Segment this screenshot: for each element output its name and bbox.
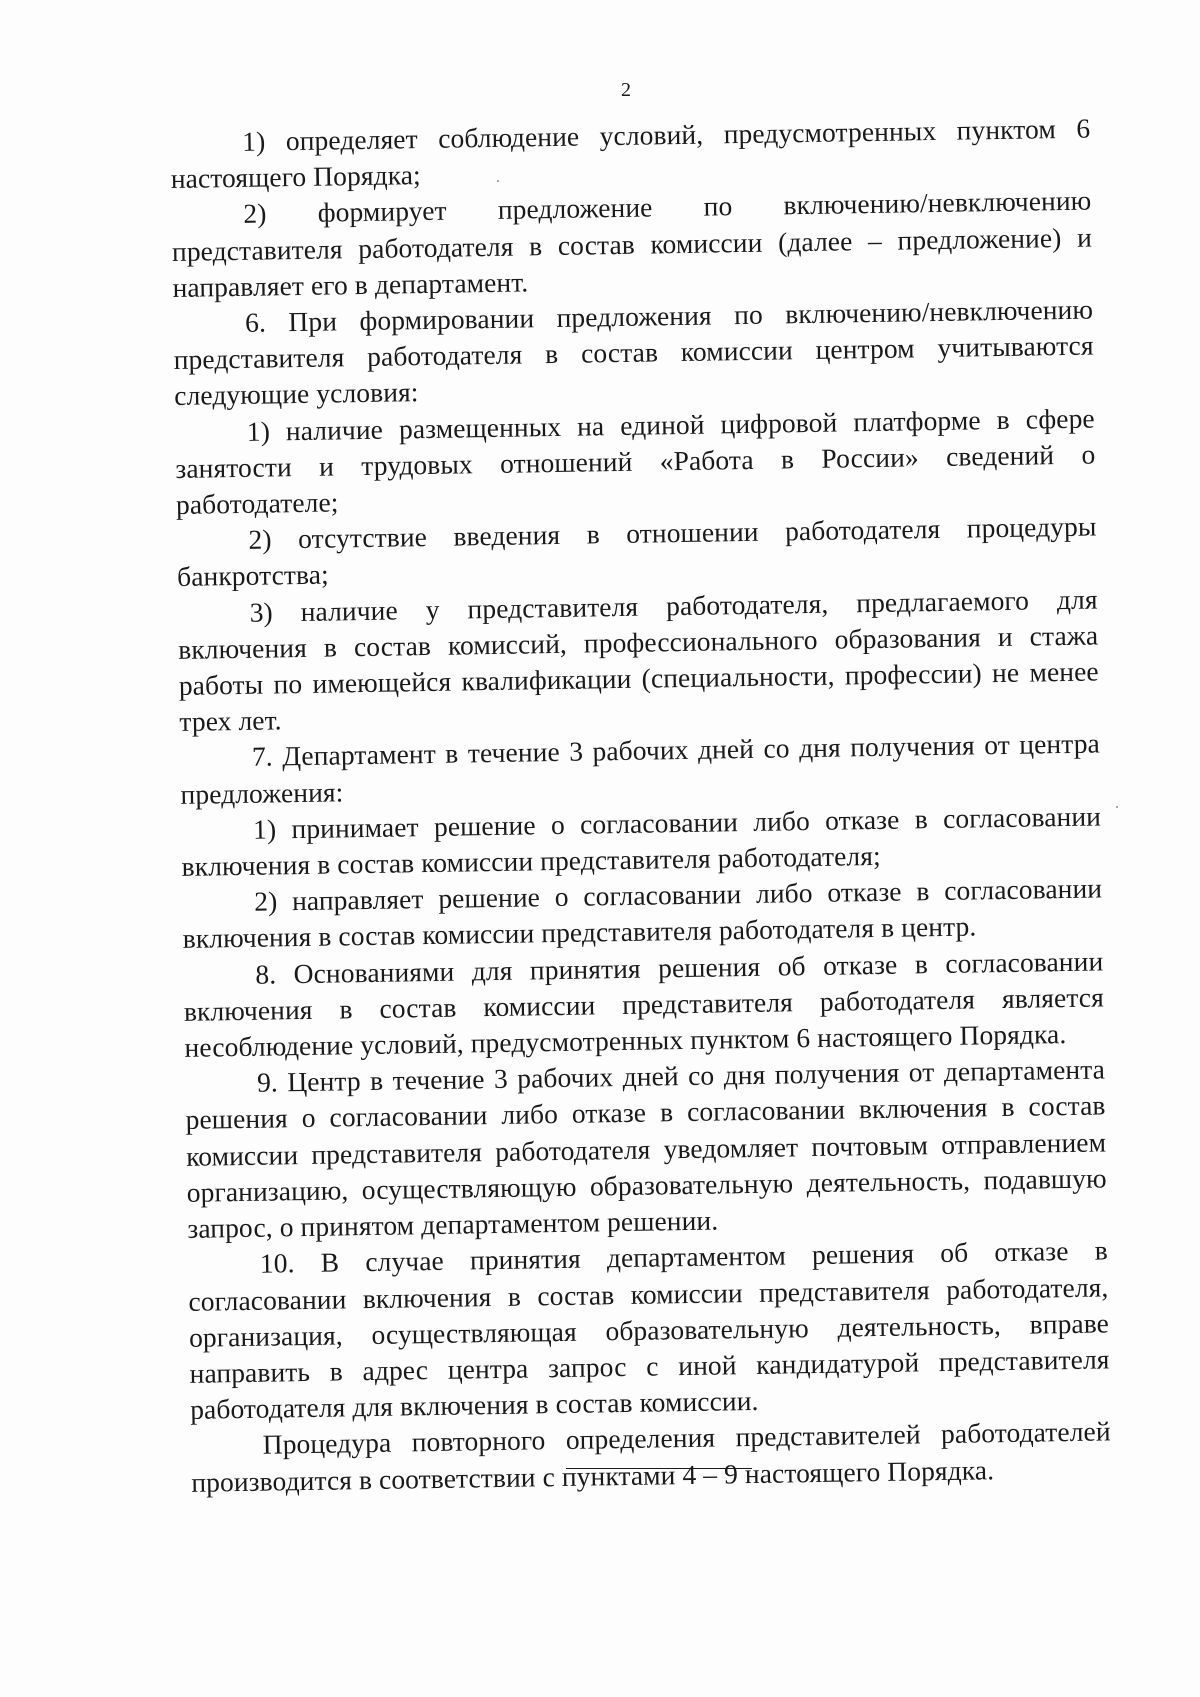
page-number: 2 — [621, 79, 631, 101]
paragraph-7: 7. Департамент в течение 3 рабочих дней со дня получения от центра предложения: — [180, 727, 1101, 810]
paragraph-8: 8. Основаниями для принятия решения об отказе в согласовании включения в состав комиссии представителя работодателя является несоблюдение условий, предусмотренных пунктом 6 настоящего Порядка. — [183, 945, 1105, 1063]
paragraph-6: 6. При формировании предложения по включению/невключению представителя работодателя в состав комиссии центром учитываются следующие условия: — [173, 293, 1094, 412]
paragraph-6-item-3: 3) наличие у представителя работодателя, предлагаемого для включения в состав комиссий, профессионального образования и стажа работы по имеющейся квалификации (специальности, профессии) не менее трех лет. — [177, 583, 1099, 738]
scan-speck — [1116, 806, 1118, 808]
scan-speck — [497, 180, 499, 182]
paragraph-item-2: 2) формирует предложение по включению/невключению представителя работодателя в состав комиссии (далее – предложение) и направляет его в департамент. — [171, 184, 1093, 303]
paragraph-7-item-1: 1) принимает решение о согласовании либо отказе в согласовании включения в состав комиссии представителя работодателя; — [181, 800, 1102, 882]
closing-divider — [566, 1468, 752, 1469]
paragraph-6-item-2: 2) отсутствие введения в отношении работодателя процедуры банкротства; — [176, 510, 1097, 593]
paragraph-7-item-2: 2) направляет решение о согласовании либо отказе в согласовании включения в состав комиссии представителя работодателя в центр. — [182, 872, 1103, 955]
paragraph-repeat-procedure: Процедура повторного определения представителей работодателей производится в соответствии с пунктами 4 – 9 настоящего Порядка. — [191, 1415, 1111, 1498]
paragraph-6-item-1: 1) наличие размещенных на единой цифровой платформе в сфере занятости и трудовых отношений «Работа в России» сведений о работодателе; — [175, 402, 1096, 520]
paragraph-9: 9. Центр в течение 3 рабочих дней со дня получения от департамента решения о согласовании либо отказе в согласовании включения в состав комиссии представителя работодателя уведомляет почтовым отправлением организацию, осуществляющую образовательную деятельность, подавшую запрос, о принятом департаментом решении. — [185, 1053, 1107, 1244]
paragraph-10: 10. В случае принятия департаментом решения об отказе в согласовании включения в состав комиссии представителя работодателя, организация, осуществляющая образовательную деятельность, вправе направить в адрес центра запрос с иной кандидатурой представителя работодателя для включения в состав комиссии. — [188, 1234, 1110, 1425]
paragraph-item-1: 1) определяет соблюдение условий, предусмотренных пунктом 6 настоящего Порядка; — [170, 112, 1091, 195]
document-body — [170, 111, 1111, 1501]
